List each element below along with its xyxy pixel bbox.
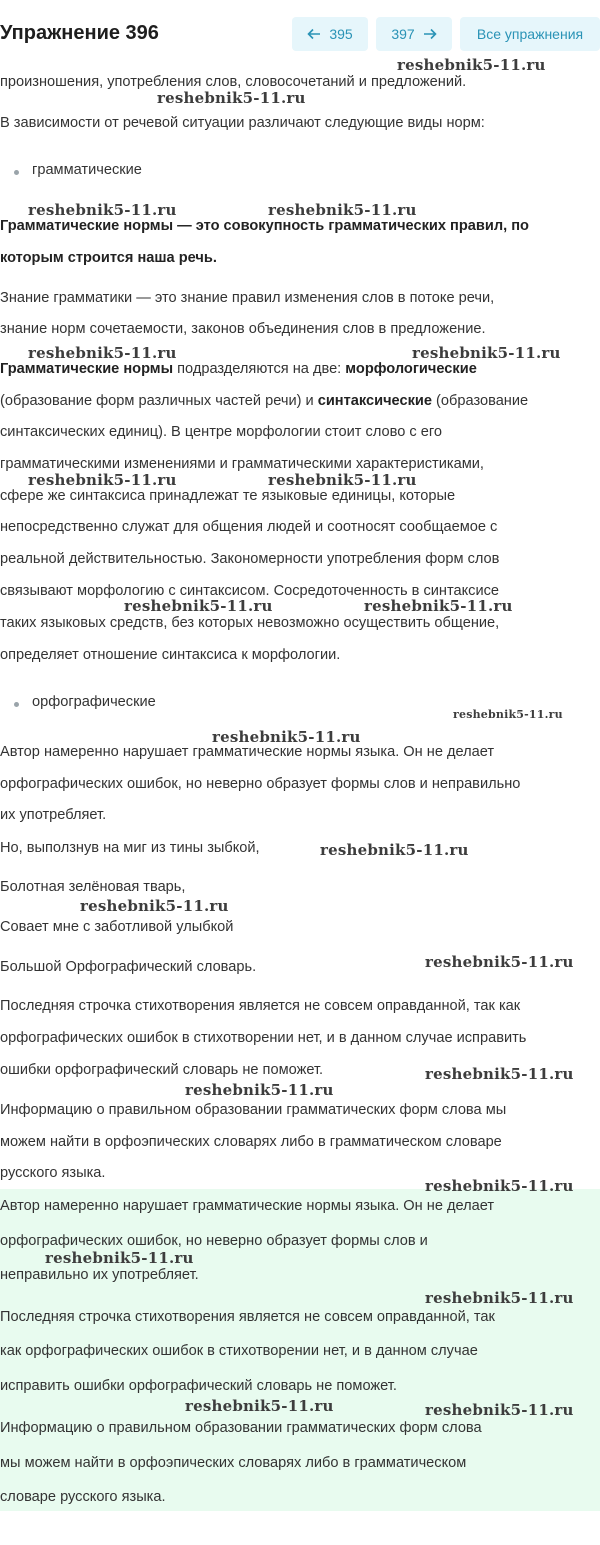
text-span: (образование форм различных частей речи) и bbox=[0, 393, 318, 409]
text-line: таких языковых средств, без которых невозможно осуществить общение, bbox=[0, 615, 500, 631]
text-line bbox=[0, 361, 477, 377]
text-line: можем найти в орфоэпических словарях либо в грамматическом словаре bbox=[0, 1134, 502, 1150]
text-line: В зависимости от речевой ситуации различают следующие виды норм: bbox=[0, 115, 485, 131]
bold-term: синтаксические bbox=[317, 393, 432, 409]
bullet-marker bbox=[14, 170, 19, 175]
watermark: reshebnik5-11.ru bbox=[425, 1401, 574, 1419]
prev-exercise-label: 395 bbox=[329, 26, 353, 42]
watermark: reshebnik5-11.ru bbox=[425, 1177, 574, 1195]
next-exercise-label: 397 bbox=[391, 26, 415, 42]
watermark: reshebnik5-11.ru bbox=[185, 1081, 334, 1099]
text-line: Знание грамматики — это знание правил изменения слов в потоке речи, bbox=[0, 290, 495, 306]
text-line: произношения, употребления слов, словосочетаний и предложений. bbox=[0, 74, 467, 90]
text-line: реальной действительностью. Закономерности употребления форм слов bbox=[0, 551, 500, 567]
watermark: reshebnik5-11.ru bbox=[28, 471, 177, 489]
text-line: синтаксических единиц). В центре морфологии стоит слово с его bbox=[0, 424, 442, 440]
poem-line: Совает мне с заботливой улыбкой bbox=[0, 919, 234, 935]
definition-line: которым строится наша речь. bbox=[0, 250, 217, 266]
poem-line: Но, выползнув на миг из тины зыбкой, bbox=[0, 840, 260, 856]
text-line: ошибки орфографический словарь не поможет. bbox=[0, 1062, 324, 1078]
next-exercise-button[interactable] bbox=[376, 17, 452, 51]
page-title: Упражнение 396 bbox=[0, 22, 159, 44]
watermark: reshebnik5-11.ru bbox=[364, 597, 513, 615]
answer-line: словаре русского языка. bbox=[0, 1489, 166, 1505]
answer-line: неправильно их употребляет. bbox=[0, 1267, 199, 1283]
watermark: reshebnik5-11.ru bbox=[157, 89, 306, 107]
list-item: орфографические bbox=[32, 694, 156, 710]
bold-term: Грамматические нормы bbox=[0, 361, 174, 377]
watermark: reshebnik5-11.ru bbox=[185, 1397, 334, 1415]
text-line: связывают морфологию с синтаксисом. Сосредоточенность в синтаксисе bbox=[0, 583, 500, 599]
answer-line: Автор намеренно нарушает грамматические нормы языка. Он не делает bbox=[0, 1198, 495, 1214]
text-line: их употребляет. bbox=[0, 807, 107, 823]
all-exercises-label: Все упражнения bbox=[476, 26, 584, 42]
arrow-left-icon bbox=[307, 27, 321, 41]
text-line: орфографических ошибок в стихотворении нет, и в данном случае исправить bbox=[0, 1030, 527, 1046]
text-line: Автор намеренно нарушает грамматические нормы языка. Он не делает bbox=[0, 744, 495, 760]
list-item: грамматические bbox=[32, 162, 142, 178]
text-line bbox=[0, 393, 528, 409]
watermark: reshebnik5-11.ru bbox=[28, 344, 177, 362]
bullet-marker bbox=[14, 702, 19, 707]
answer-line: Информацию о правильном образовании грамматических форм слова bbox=[0, 1420, 482, 1436]
watermark: reshebnik5-11.ru bbox=[268, 471, 417, 489]
answer-line: орфографических ошибок, но неверно образует формы слов и bbox=[0, 1233, 428, 1249]
watermark: reshebnik5-11.ru bbox=[425, 1289, 574, 1307]
text-line: сфере же синтаксиса принадлежат те языковые единицы, которые bbox=[0, 488, 456, 504]
watermark: reshebnik5-11.ru bbox=[453, 708, 563, 721]
text-line: Последняя строчка стихотворения является не совсем оправданной, так как bbox=[0, 998, 521, 1014]
watermark: reshebnik5-11.ru bbox=[80, 897, 229, 915]
bold-term: морфологические bbox=[345, 361, 477, 377]
poem-line: Большой Орфографический словарь. bbox=[0, 959, 257, 975]
watermark: reshebnik5-11.ru bbox=[268, 201, 417, 219]
watermark: reshebnik5-11.ru bbox=[124, 597, 273, 615]
watermark: reshebnik5-11.ru bbox=[425, 953, 574, 971]
watermark: reshebnik5-11.ru bbox=[425, 1065, 574, 1083]
prev-exercise-button[interactable] bbox=[292, 17, 368, 51]
text-line: грамматическими изменениями и грамматическими характеристиками, bbox=[0, 456, 484, 472]
answer-line: мы можем найти в орфоэпических словарях либо в грамматическом bbox=[0, 1455, 467, 1471]
text-line: русского языка. bbox=[0, 1165, 106, 1181]
poem-line: Болотная зелёновая тварь, bbox=[0, 879, 186, 895]
answer-line: как орфографических ошибок в стихотворении нет, и в данном случае bbox=[0, 1343, 478, 1359]
text-span: подразделяются на две: bbox=[173, 361, 346, 377]
definition-line: Грамматические нормы — это совокупность грамматических правил, по bbox=[0, 218, 529, 234]
arrow-right-icon bbox=[423, 27, 437, 41]
text-line: Информацию о правильном образовании грамматических форм слова мы bbox=[0, 1102, 507, 1118]
watermark: reshebnik5-11.ru bbox=[397, 56, 546, 74]
watermark: reshebnik5-11.ru bbox=[320, 841, 469, 859]
watermark: reshebnik5-11.ru bbox=[28, 201, 177, 219]
answer-line: Последняя строчка стихотворения является не совсем оправданной, так bbox=[0, 1309, 495, 1325]
watermark: reshebnik5-11.ru bbox=[412, 344, 561, 362]
watermark: reshebnik5-11.ru bbox=[212, 728, 361, 746]
answer-line: исправить ошибки орфографический словарь не поможет. bbox=[0, 1378, 397, 1394]
all-exercises-button[interactable] bbox=[460, 17, 600, 51]
text-line: определяет отношение синтаксиса к морфологии. bbox=[0, 647, 341, 663]
text-line: орфографических ошибок, но неверно образует формы слов и неправильно bbox=[0, 776, 521, 792]
text-line: непосредственно служат для общения людей и соотносят сообщаемое с bbox=[0, 519, 498, 535]
text-span: (образование bbox=[432, 393, 529, 409]
text-line: знание норм сочетаемости, законов объединения слов в предложение. bbox=[0, 321, 486, 337]
watermark: reshebnik5-11.ru bbox=[45, 1249, 194, 1267]
